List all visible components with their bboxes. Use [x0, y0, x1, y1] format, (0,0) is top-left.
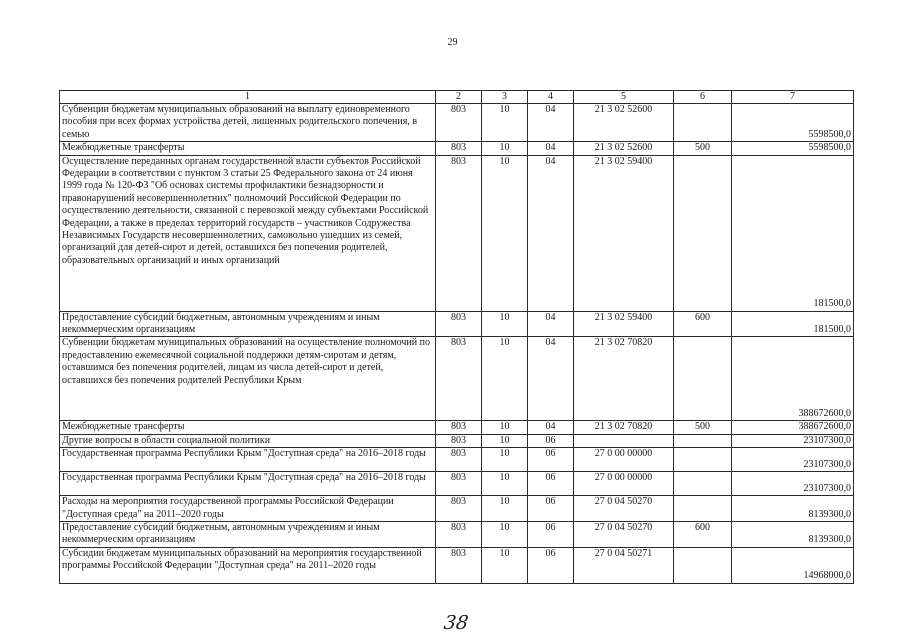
row-name-cell: Субсидии бюджетам муниципальных образований на мероприятия государственной программы Российской Федерации "Доступная среда" на 2011–2020 годы: [60, 547, 436, 583]
row-section-cell: 10: [482, 104, 528, 142]
row-subsection-cell: 06: [528, 496, 574, 522]
row-section-cell: 10: [482, 522, 528, 548]
row-name-cell: Субвенции бюджетам муниципальных образований на осуществление полномочий по предоставлению ежемесячной социальной поддержки детям-сиротам и детям, оставшимся без попечения родителей, лицам из числа детей-сирот и детей, оставшихся без попечения родителей Республики Крым: [60, 337, 436, 421]
row-name-cell: Предоставление субсидий бюджетным, автономным учреждениям и иным некоммерческим организациям: [60, 522, 436, 548]
row-sum-cell: 23107300,0: [732, 434, 854, 447]
row-target-cell: 21 3 02 70820: [574, 337, 674, 421]
row-target-cell: 27 0 04 50271: [574, 547, 674, 583]
row-code-cell: 803: [436, 104, 482, 142]
header-cell: 5: [574, 91, 674, 104]
row-type-cell: [674, 434, 732, 447]
row-code-cell: 803: [436, 472, 482, 496]
row-subsection-cell: 04: [528, 421, 574, 434]
row-subsection-cell: 04: [528, 155, 574, 311]
row-type-cell: [674, 104, 732, 142]
row-type-cell: [674, 496, 732, 522]
table-row: [60, 337, 854, 421]
row-subsection-cell: 06: [528, 472, 574, 496]
row-subsection-cell: 04: [528, 337, 574, 421]
row-code-cell: 803: [436, 155, 482, 311]
row-sum-cell: 388672600,0: [732, 337, 854, 421]
row-section-cell: 10: [482, 472, 528, 496]
row-code-cell: 803: [436, 434, 482, 447]
header-cell: 2: [436, 91, 482, 104]
header-cell: 7: [732, 91, 854, 104]
row-name-cell: Субвенции бюджетам муниципальных образований на выплату единовременного пособия при всех формах устройства детей, лишенных родительского попечения, в семью: [60, 104, 436, 142]
row-name-cell: Государственная программа Республики Крым "Доступная среда" на 2016–2018 годы: [60, 448, 436, 472]
row-target-cell: [574, 434, 674, 447]
row-subsection-cell: 06: [528, 522, 574, 548]
row-sum-cell: 14968000,0: [732, 547, 854, 583]
row-section-cell: 10: [482, 337, 528, 421]
row-section-cell: 10: [482, 155, 528, 311]
header-cell: 3: [482, 91, 528, 104]
row-target-cell: 21 3 02 52600: [574, 142, 674, 155]
row-subsection-cell: 06: [528, 448, 574, 472]
row-subsection-cell: 06: [528, 434, 574, 447]
row-sum-cell: 5598500,0: [732, 104, 854, 142]
row-type-cell: 500: [674, 421, 732, 434]
row-target-cell: 27 0 04 50270: [574, 522, 674, 548]
row-type-cell: [674, 155, 732, 311]
row-name-cell: Предоставление субсидий бюджетным, автономным учреждениям и иным некоммерческим организациям: [60, 311, 436, 337]
table-row: [60, 434, 854, 447]
row-code-cell: 803: [436, 142, 482, 155]
row-name-cell: Расходы на мероприятия государственной программы Российской Федерации "Доступная среда" на 2011–2020 годы: [60, 496, 436, 522]
row-target-cell: 21 3 02 59400: [574, 155, 674, 311]
row-section-cell: 10: [482, 434, 528, 447]
row-code-cell: 803: [436, 522, 482, 548]
table-row: [60, 496, 854, 522]
row-section-cell: 10: [482, 421, 528, 434]
row-code-cell: 803: [436, 337, 482, 421]
row-name-cell: Межбюджетные трансферты: [60, 142, 436, 155]
row-subsection-cell: 04: [528, 311, 574, 337]
row-subsection-cell: 06: [528, 547, 574, 583]
table-header-row: [60, 91, 854, 104]
handwritten-page-number: 38: [442, 612, 470, 634]
row-target-cell: 27 0 00 00000: [574, 448, 674, 472]
row-sum-cell: 388672600,0: [732, 421, 854, 434]
row-type-cell: 500: [674, 142, 732, 155]
row-code-cell: 803: [436, 311, 482, 337]
table-row: [60, 472, 854, 496]
header-cell: 1: [60, 91, 436, 104]
row-name-cell: Осуществление переданных органам государственной власти субъектов Российской Федерации в соответствии с пунктом 3 статьи 25 Федерального закона от 24 июня 1999 года № 120-ФЗ "Об основах системы профилактики безнадзорности и правонарушений несовершеннолетних" полномочий Российской Федерации по осуществлению деятельности, связанной с перевозкой между субъектами Российской Федерации, а также в пределах территорий государств – участников Содружества Независимых Государств несовершеннолетних, самовольно ушедших из семей, организаций для детей-сирот и детей, оставшихся без попечения родителей, образовательных организаций и иных организаций: [60, 155, 436, 311]
row-type-cell: [674, 337, 732, 421]
row-name-cell: Межбюджетные трансферты: [60, 421, 436, 434]
table-row: [60, 421, 854, 434]
row-section-cell: 10: [482, 311, 528, 337]
table-row: [60, 142, 854, 155]
row-subsection-cell: 04: [528, 142, 574, 155]
row-type-cell: [674, 547, 732, 583]
row-sum-cell: 5598500,0: [732, 142, 854, 155]
row-section-cell: 10: [482, 142, 528, 155]
row-sum-cell: 8139300,0: [732, 522, 854, 548]
row-sum-cell: 8139300,0: [732, 496, 854, 522]
row-section-cell: 10: [482, 496, 528, 522]
row-target-cell: 21 3 02 59400: [574, 311, 674, 337]
row-code-cell: 803: [436, 421, 482, 434]
page-number: 29: [447, 37, 458, 48]
table-row: [60, 155, 854, 311]
row-type-cell: 600: [674, 311, 732, 337]
row-type-cell: [674, 472, 732, 496]
row-target-cell: 27 0 04 50270: [574, 496, 674, 522]
row-sum-cell: 181500,0: [732, 155, 854, 311]
row-sum-cell: 23107300,0: [732, 448, 854, 472]
row-code-cell: 803: [436, 547, 482, 583]
row-subsection-cell: 04: [528, 104, 574, 142]
table-row: [60, 448, 854, 472]
row-type-cell: 600: [674, 522, 732, 548]
row-sum-cell: 181500,0: [732, 311, 854, 337]
row-code-cell: 803: [436, 496, 482, 522]
row-code-cell: 803: [436, 448, 482, 472]
row-target-cell: 21 3 02 52600: [574, 104, 674, 142]
header-cell: 4: [528, 91, 574, 104]
table-row: [60, 522, 854, 548]
header-cell: 6: [674, 91, 732, 104]
table-row: [60, 104, 854, 142]
budget-table: [59, 90, 854, 584]
row-sum-cell: 23107300,0: [732, 472, 854, 496]
row-type-cell: [674, 448, 732, 472]
table-row: [60, 311, 854, 337]
row-target-cell: 21 3 02 70820: [574, 421, 674, 434]
row-section-cell: 10: [482, 547, 528, 583]
table-row: [60, 547, 854, 583]
row-section-cell: 10: [482, 448, 528, 472]
row-target-cell: 27 0 00 00000: [574, 472, 674, 496]
row-name-cell: Другие вопросы в области социальной политики: [60, 434, 436, 447]
row-name-cell: Государственная программа Республики Крым "Доступная среда" на 2016–2018 годы: [60, 472, 436, 496]
